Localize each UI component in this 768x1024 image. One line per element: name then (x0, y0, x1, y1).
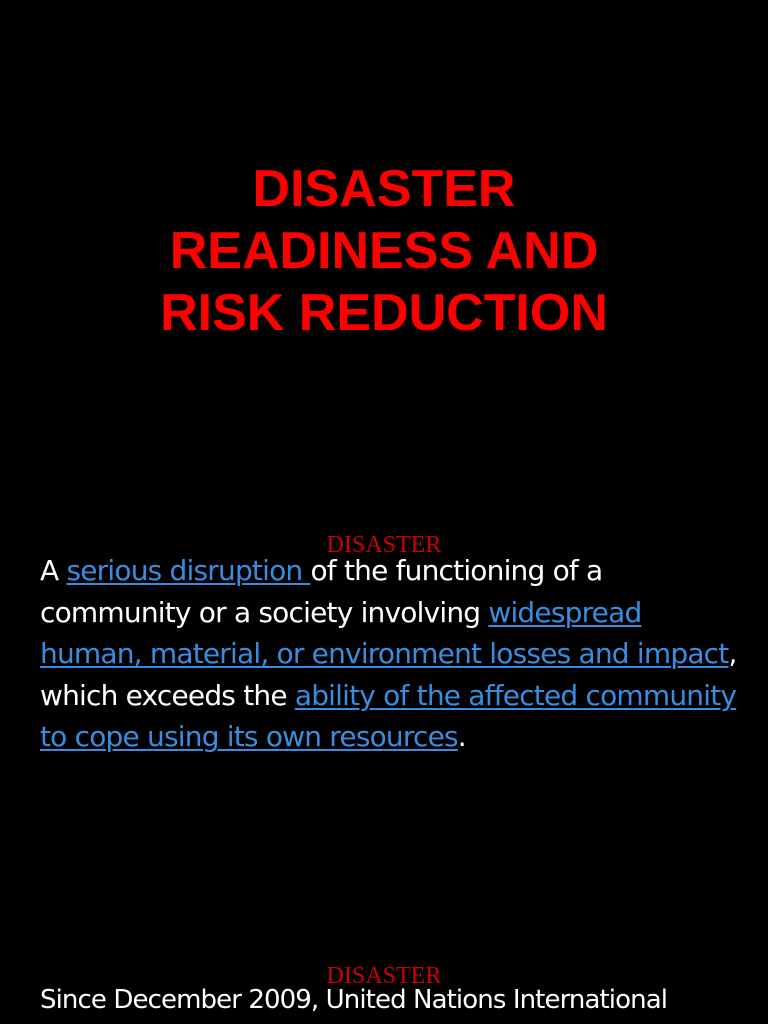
disaster-definition (40, 550, 740, 758)
definition-text-b: of the functioning of a community or a society involving (40, 554, 603, 629)
definition-text-a: A (40, 554, 67, 587)
title-line-1: DISASTER (252, 160, 516, 218)
section-heading-disaster-2: DISASTER (326, 963, 442, 989)
footer-text: Since December 2009, United Nations International (40, 985, 668, 1015)
link-ability-to-cope[interactable]: ability of the affected community to cope using its own resources (40, 678, 737, 753)
link-widespread-losses[interactable]: widespread human, material, or environment losses and impact (40, 595, 729, 670)
section-heading-disaster: DISASTER (326, 532, 442, 558)
title-line-3: RISK REDUCTION (160, 284, 608, 342)
slide-title (0, 158, 768, 344)
definition-text-d: . (457, 720, 466, 753)
definition-text-c: , which exceeds the (40, 637, 737, 712)
link-serious-disruption[interactable]: serious disruption (66, 554, 311, 587)
title-line-2: READINESS AND (169, 222, 599, 280)
